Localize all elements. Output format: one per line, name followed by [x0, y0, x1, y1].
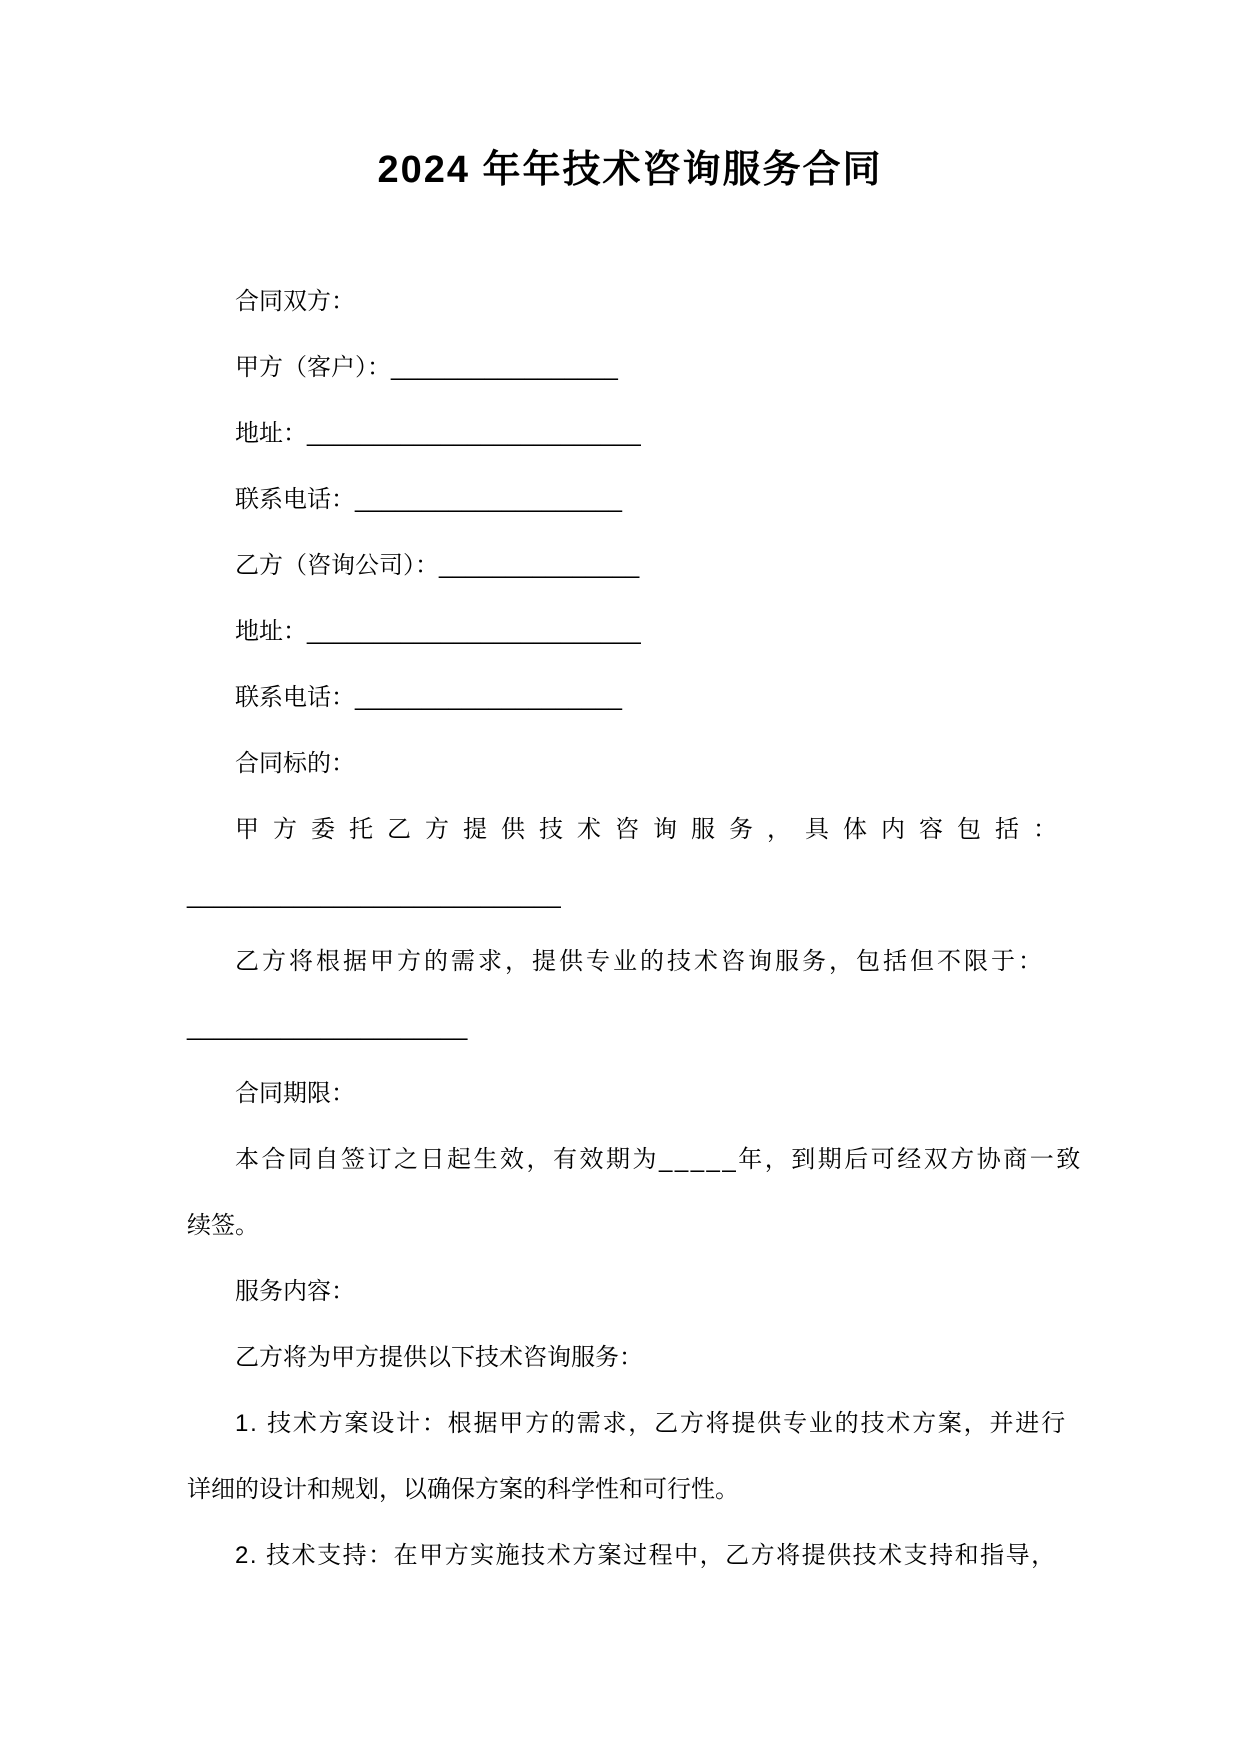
- document-title: 2024 年年技术咨询服务合同: [377, 149, 883, 191]
- paragraph-line: 地址：_________________________: [235, 618, 641, 645]
- paragraph-line: 1. 技术方案设计：根据甲方的需求，乙方将提供专业的技术方案，并进行: [235, 1410, 1067, 1437]
- paragraph-line: 合同双方：: [235, 288, 355, 315]
- paragraph-line: _____________________: [187, 1014, 468, 1041]
- paragraph-line: 合同期限：: [235, 1080, 355, 1107]
- paragraph-line: 续签。: [187, 1212, 259, 1239]
- paragraph-line: 服务内容：: [235, 1278, 355, 1305]
- paragraph-line: 2. 技术支持：在甲方实施技术方案过程中，乙方将提供技术支持和指导，: [235, 1542, 1057, 1569]
- paragraph-line: 本合同自签订之日起生效，有效期为_____年，到期后可经双方协商一致: [235, 1146, 1083, 1173]
- document-body: [187, 269, 1083, 1589]
- paragraph-line: 乙方（咨询公司）：_______________: [235, 552, 640, 579]
- paragraph-line: 乙方将根据甲方的需求，提供专业的技术咨询服务，包括但不限于：: [235, 948, 1045, 975]
- paragraph-line: 地址：_________________________: [235, 420, 641, 447]
- paragraph-line: ____________________________: [187, 882, 561, 909]
- paragraph-line: 联系电话：____________________: [235, 486, 622, 513]
- paragraph-line: 合同标的：: [235, 750, 355, 777]
- paragraph-line: 乙方将为甲方提供以下技术咨询服务：: [235, 1344, 643, 1371]
- paragraph-line: 联系电话：____________________: [235, 684, 622, 711]
- paragraph-line: 甲方（客户）：_________________: [235, 354, 618, 381]
- paragraph-line: 甲方委托乙方提供技术咨询服务，具体内容包括：: [235, 816, 1071, 843]
- paragraph-line: 详细的设计和规划，以确保方案的科学性和可行性。: [187, 1476, 739, 1503]
